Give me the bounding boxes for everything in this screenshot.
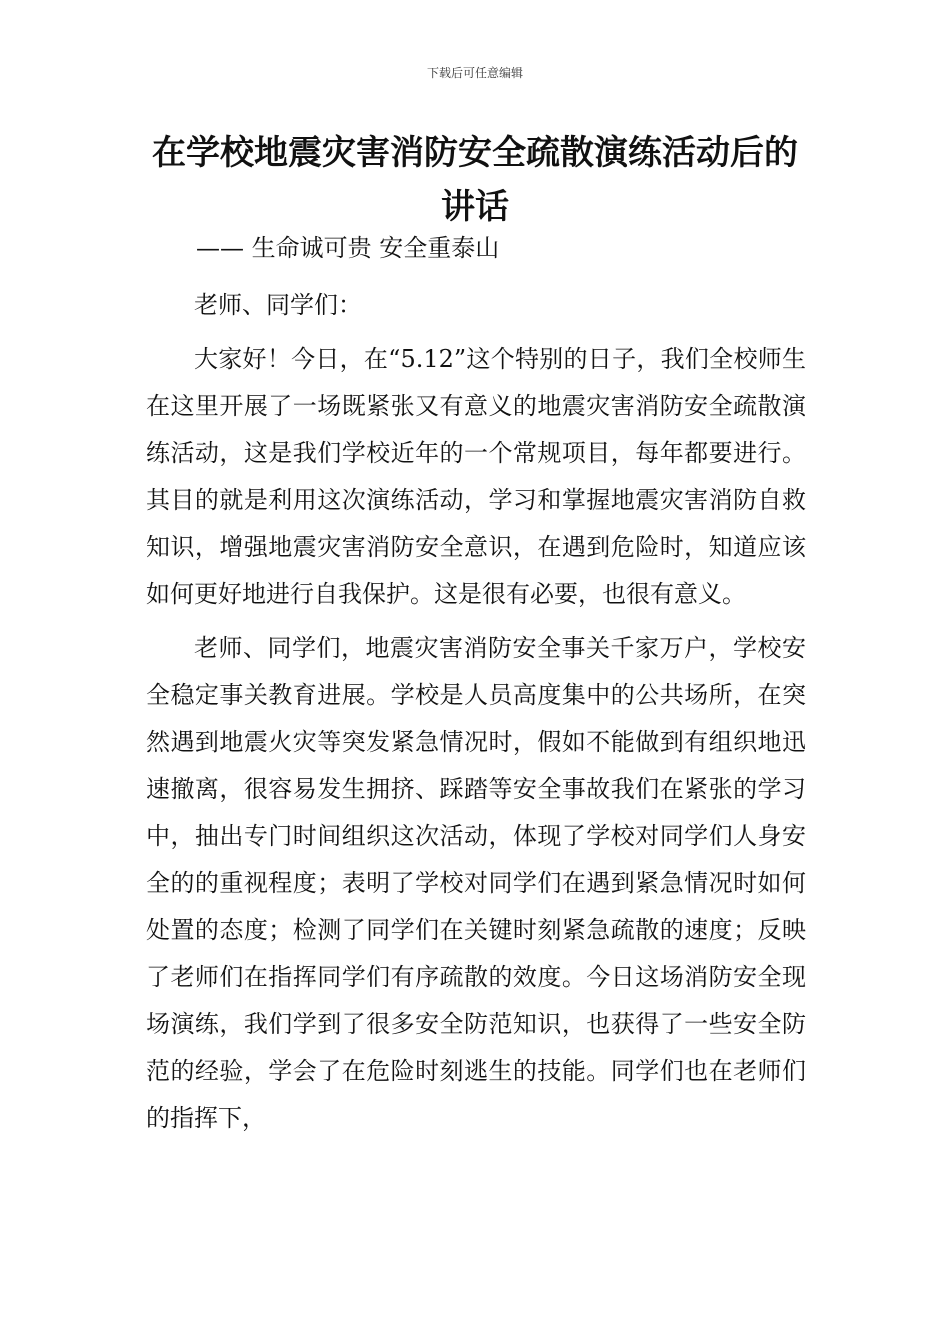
document-subtitle: —— 生命诚可贵 安全重泰山 (196, 234, 500, 262)
paragraph-2: 老师、同学们，地震灾害消防安全事关千家万户，学校安全稳定事关教育进展。学校是人员高度集中的公共场所，在突然遇到地震火灾等突发紧急情况时，假如不能做到有组织地迅速撤离，很容易发生拥挤、踩踏等安全事故我们在紧张的学习中，抽出专门时间组织这次活动，体现了学校对同学们人身安全的的重视程度；表明了学校对同学们在遇到紧急情况时如何处置的态度；检测了同学们在关键时刻紧急疏散的速度；反映了老师们在指挥同学们有序疏散的效度。今日这场消防安全现场演练，我们学到了很多安全防范知识，也获得了一些安全防范的经验，学会了在危险时刻逃生的技能。同学们也在老师们的指挥下， (146, 634, 806, 1132)
document-title: 在学校地震灾害消防安全疏散演练活动后的讲话 (152, 133, 798, 227)
greeting: 老师、同学们： (194, 291, 362, 319)
header-note: 下载后可任意编辑 (426, 66, 523, 80)
document-body (146, 282, 806, 1149)
paragraph-1: 大家好！今日，在“5.12”这个特别的日子，我们全校师生在这里开展了一场既紧张又有意义的地震灾害消防安全疏散演练活动，这是我们学校近年的一个常规项目，每年都要进行。其目的就是利用这次演练活动，学习和掌握地震灾害消防自救知识，增强地震灾害消防安全意识，在遇到危险时，知道应该如何更好地进行自我保护。这是很有必要，也很有意义。 (146, 345, 806, 608)
